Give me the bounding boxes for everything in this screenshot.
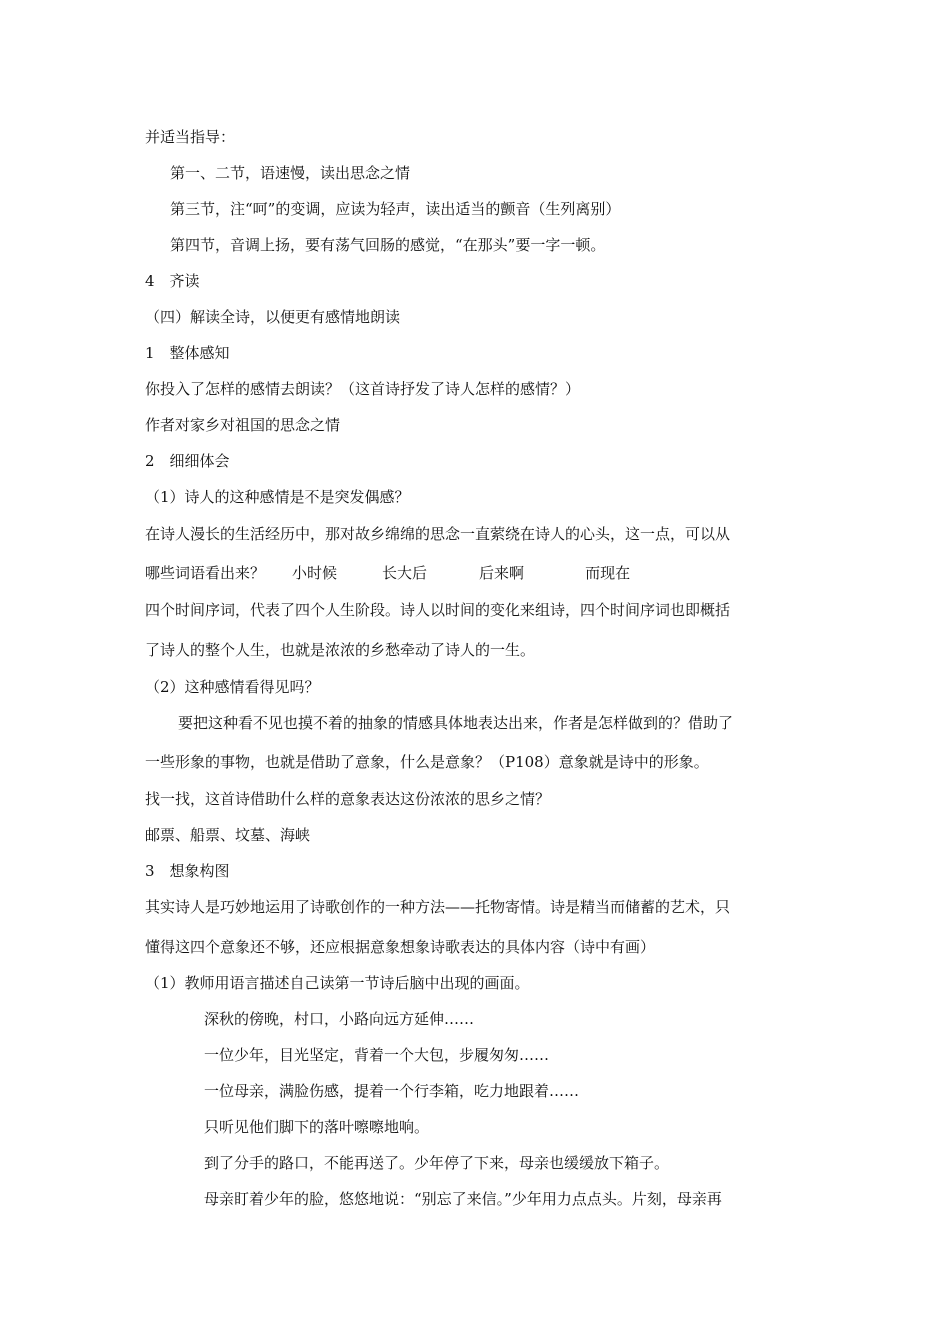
text-line: 找一找，这首诗借助什么样的意象表达这份浓浓的思乡之情？ bbox=[145, 790, 551, 808]
scene-line: 母亲盯着少年的脸，悠悠地说：“别忘了来信。”少年用力点点头。片刻，母亲再 bbox=[204, 1190, 722, 1208]
text-line: 在诗人漫长的生活经历中，那对故乡绵绵的思念一直萦绕在诗人的心头，这一点，可以从 bbox=[145, 525, 731, 543]
scene-line: 到了分手的路口，不能再送了。少年停了下来，母亲也缓缓放下箱子。 bbox=[204, 1154, 670, 1172]
text-line: 四个时间序词，代表了四个人生阶段。诗人以时间的变化来组诗，四个时间序词也即概括 bbox=[145, 601, 731, 619]
scene-line: 深秋的傍晚，村口，小路向远方延伸…… bbox=[204, 1010, 475, 1028]
text-line: 其实诗人是巧妙地运用了诗歌创作的一种方法——托物寄情。诗是精当而储蓄的艺术，只 bbox=[145, 898, 731, 916]
section-number: 3 想象构图 bbox=[145, 862, 230, 880]
text-fragment: 哪些词语看出来？ bbox=[145, 564, 266, 582]
time-word: 而现在 bbox=[585, 564, 631, 582]
text-line: 要把这种看不见也摸不着的抽象的情感具体地表达出来，作者是怎样做到的？借助了 bbox=[178, 714, 734, 732]
section-number: 4 齐读 bbox=[145, 272, 200, 290]
text-line: 邮票、船票、坟墓、海峡 bbox=[145, 826, 311, 844]
text-line: 并适当指导： bbox=[145, 128, 236, 146]
question-line: （2）这种感情看得见吗？ bbox=[145, 678, 320, 696]
text-line: 一些形象的事物，也就是借助了意象，什么是意象？（P108）意象就是诗中的形象。 bbox=[145, 753, 709, 771]
scene-line: 只听见他们脚下的落叶嚓嚓地响。 bbox=[204, 1118, 430, 1136]
question-line: （1）教师用语言描述自己读第一节诗后脑中出现的画面。 bbox=[145, 974, 530, 992]
text-line: 第三节，注“呵”的变调，应读为轻声，读出适当的颤音（生列离别） bbox=[170, 200, 621, 218]
text-line: 作者对家乡对祖国的思念之情 bbox=[145, 416, 341, 434]
time-word: 后来啊 bbox=[479, 564, 525, 582]
text-line: 了诗人的整个人生，也就是浓浓的乡愁牵动了诗人的一生。 bbox=[145, 641, 536, 659]
time-word: 小时候 bbox=[292, 564, 338, 582]
text-line: 你投入了怎样的感情去朗读？（这首诗抒发了诗人怎样的感情？） bbox=[145, 380, 581, 398]
text-line: 第四节，音调上扬，要有荡气回肠的感觉，“在那头”要一字一顿。 bbox=[170, 236, 606, 254]
time-words-line bbox=[145, 563, 630, 583]
section-heading: （四）解读全诗，以便更有感情地朗读 bbox=[145, 308, 401, 326]
text-line: 第一、二节，语速慢，读出思念之情 bbox=[170, 164, 411, 182]
scene-line: 一位少年，目光坚定，背着一个大包，步履匆匆…… bbox=[204, 1046, 550, 1064]
section-number: 2 细细体会 bbox=[145, 452, 230, 470]
text-line: 懂得这四个意象还不够，还应根据意象想象诗歌表达的具体内容（诗中有画） bbox=[145, 938, 656, 956]
question-line: （1）诗人的这种感情是不是突发偶感？ bbox=[145, 488, 410, 506]
scene-line: 一位母亲，满脸伤感，提着一个行李箱，吃力地跟着…… bbox=[204, 1082, 580, 1100]
section-number: 1 整体感知 bbox=[145, 344, 230, 362]
time-word: 长大后 bbox=[382, 564, 428, 582]
